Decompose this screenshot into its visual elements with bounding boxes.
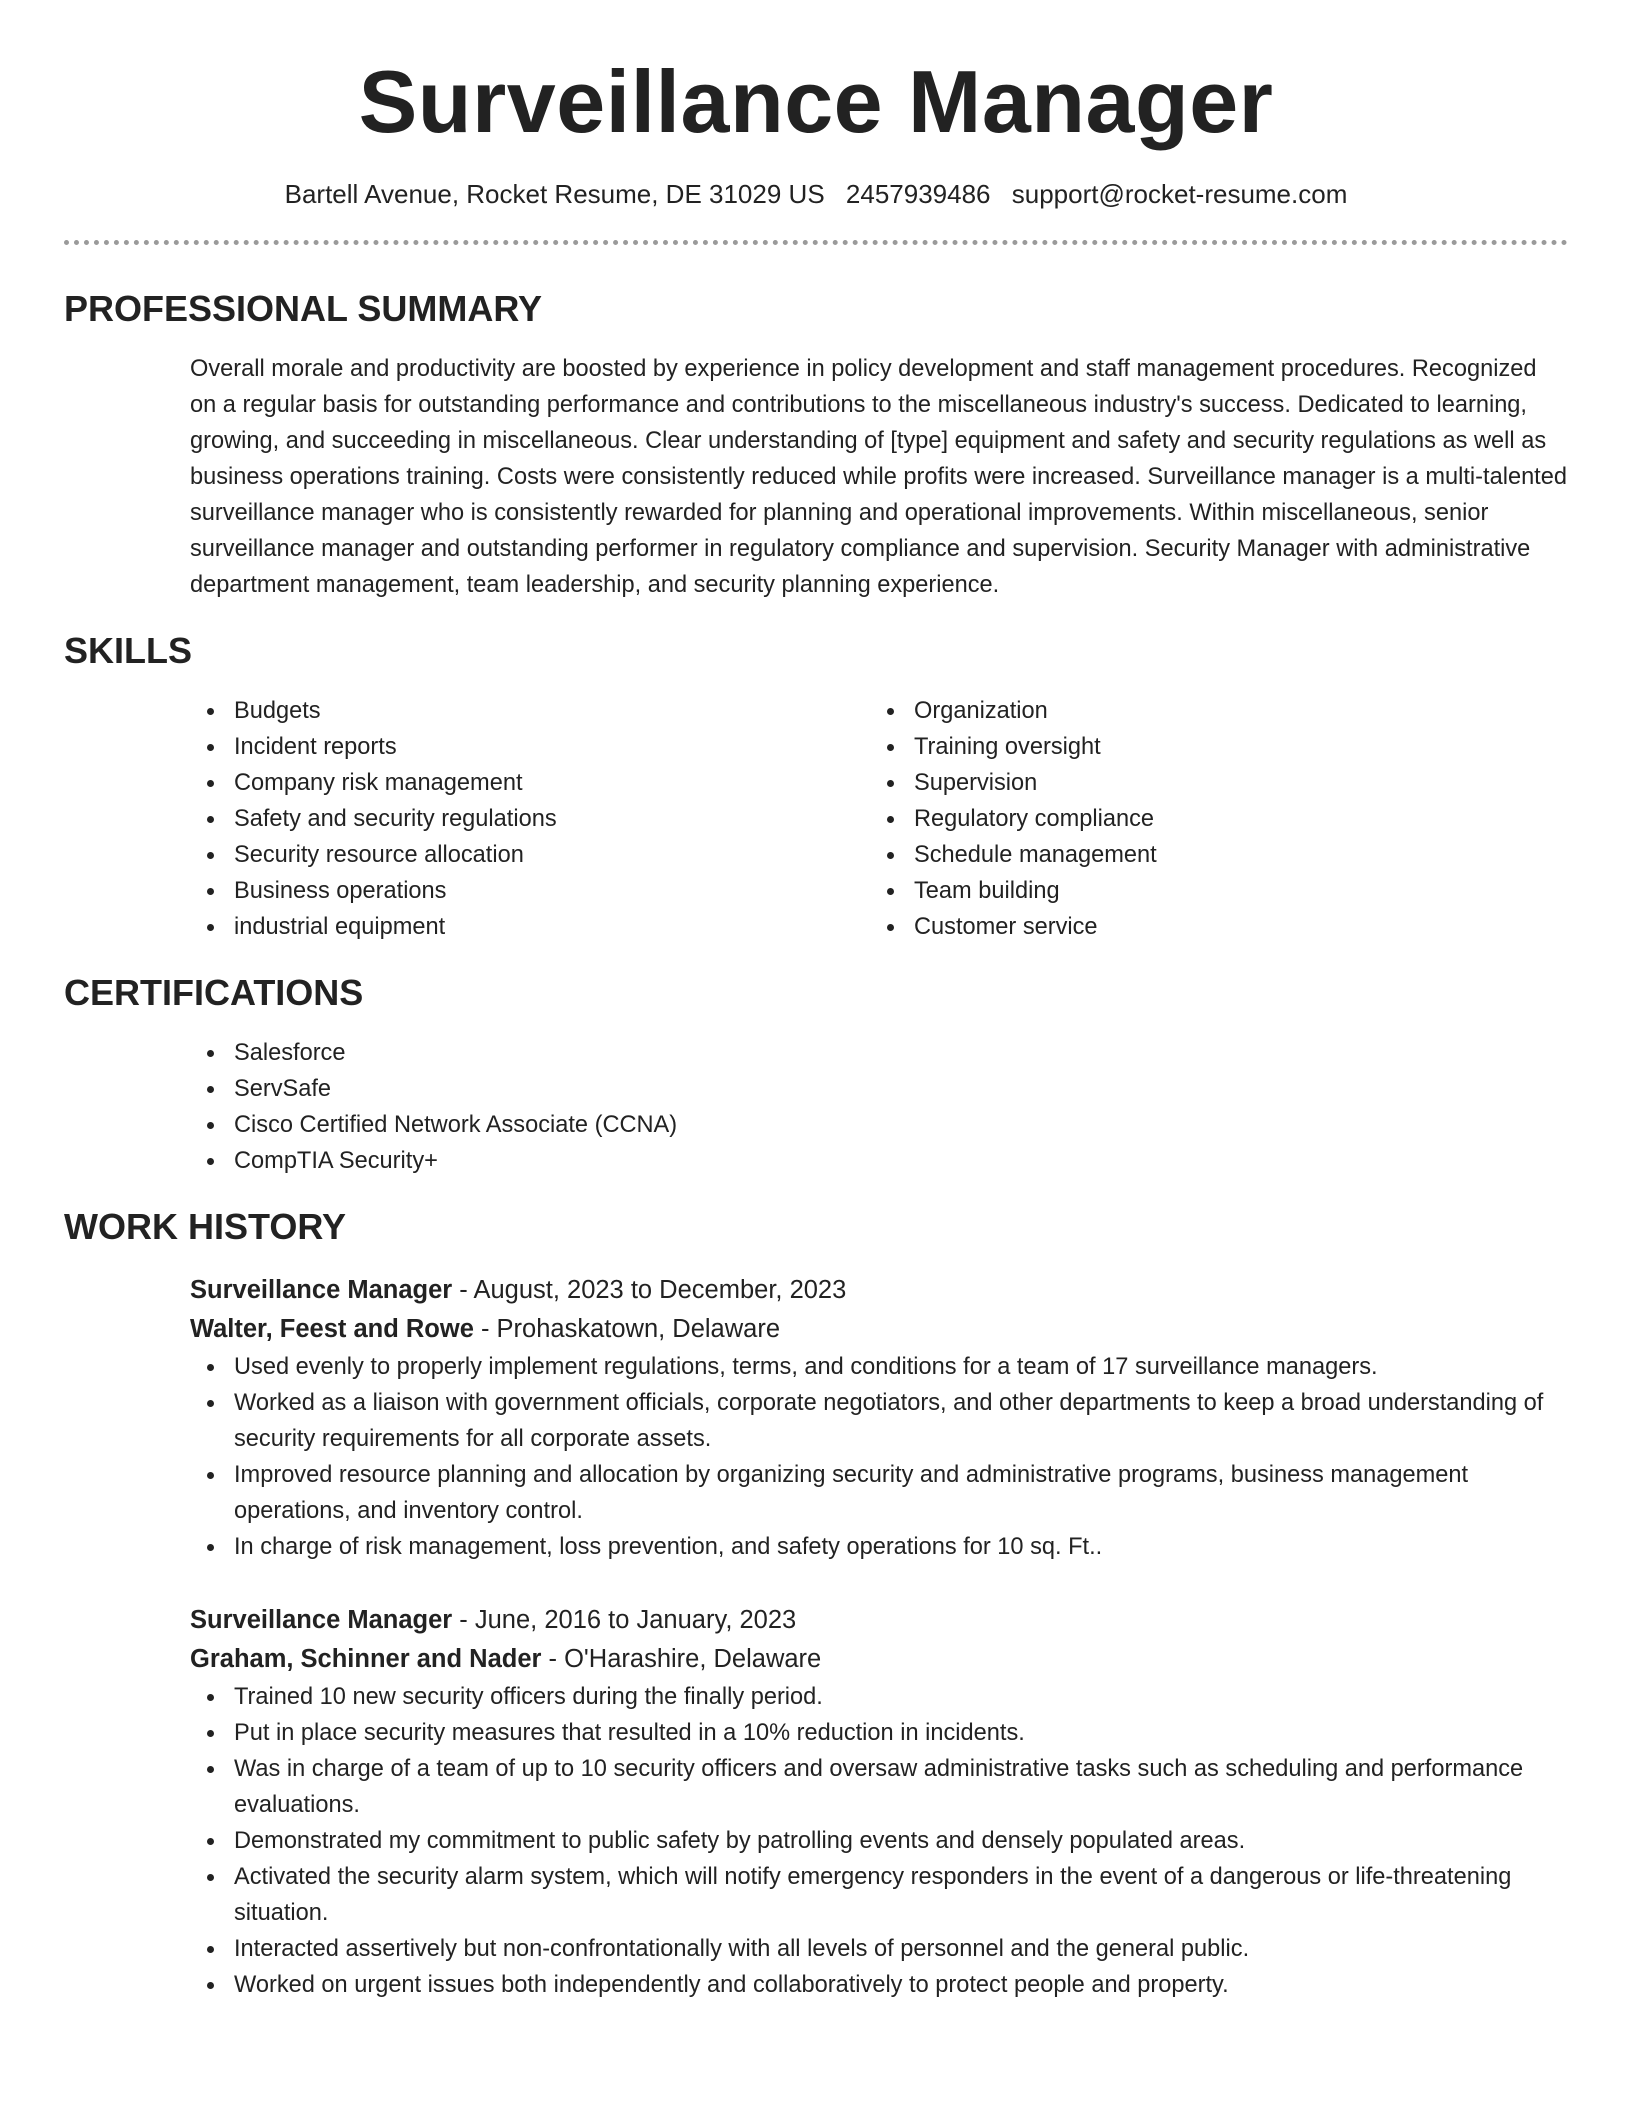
job-company-line <box>190 1310 1568 1349</box>
resume-name: Surveillance Manager <box>358 52 1274 151</box>
job-role-line <box>190 1271 1568 1310</box>
certification-item: Cisco Certified Network Associate (CCNA) <box>190 1107 1568 1143</box>
skill-item: Training oversight <box>870 729 1550 765</box>
job-dates: - August, 2023 to December, 2023 <box>452 1276 847 1304</box>
certifications-list <box>190 1035 1568 1179</box>
skill-item: Schedule management <box>870 837 1550 873</box>
job-duty-item: Worked as a liaison with government officials, corporate negotiators, and other departments to keep a broad understanding of security requirements for all corporate assets. <box>190 1385 1568 1457</box>
contact-address: Bartell Avenue, Rocket Resume, DE 31029 US <box>284 179 825 209</box>
skills-list-right <box>870 693 1550 945</box>
skill-item: Incident reports <box>190 729 870 765</box>
skill-item: Regulatory compliance <box>870 801 1550 837</box>
skill-item: Budgets <box>190 693 870 729</box>
skill-item: Security resource allocation <box>190 837 870 873</box>
job-duty-item: In charge of risk management, loss prevention, and safety operations for 10 sq. Ft.. <box>190 1529 1568 1565</box>
skills-column-right <box>870 693 1550 945</box>
job-duty-item: Was in charge of a team of up to 10 security officers and oversaw administrative tasks such as scheduling and performance evaluations. <box>190 1751 1568 1823</box>
contact-email: support@rocket-resume.com <box>1011 179 1348 209</box>
job-duty-item: Activated the security alarm system, which will notify emergency responders in the event of a dangerous or life-threatening situation. <box>190 1859 1568 1931</box>
skills-grid <box>190 693 1568 945</box>
job-role-line <box>190 1601 1568 1640</box>
job-duty-item: Trained 10 new security officers during the finally period. <box>190 1679 1568 1715</box>
certifications-heading: CERTIFICATIONS <box>64 972 364 1013</box>
job-duty-item: Used evenly to properly implement regulations, terms, and conditions for a team of 17 surveillance managers. <box>190 1349 1568 1385</box>
skill-item: Supervision <box>870 765 1550 801</box>
header-divider <box>64 240 1568 245</box>
skill-item: Company risk management <box>190 765 870 801</box>
skill-item: Organization <box>870 693 1550 729</box>
summary-heading: PROFESSIONAL SUMMARY <box>64 288 543 329</box>
certification-item: ServSafe <box>190 1071 1568 1107</box>
contact-line <box>64 178 1568 210</box>
job-duty-item: Improved resource planning and allocation by organizing security and administrative programs, business management operations, and inventory control. <box>190 1457 1568 1529</box>
certification-item: Salesforce <box>190 1035 1568 1071</box>
skills-column-left <box>190 693 870 945</box>
skill-item: Business operations <box>190 873 870 909</box>
job-company: Graham, Schinner and Nader <box>190 1645 542 1673</box>
job-duty-item: Put in place security measures that resulted in a 10% reduction in incidents. <box>190 1715 1568 1751</box>
skills-list-left <box>190 693 870 945</box>
work-history-heading: WORK HISTORY <box>64 1206 347 1247</box>
certifications-section <box>190 1035 1568 1179</box>
job-entry <box>190 1271 1568 1565</box>
summary-text: Overall morale and productivity are boosted by experience in policy development and staff management procedures. Recognized on a regular basis for outstanding performance and contributions to the miscellaneous industry's success. Dedicated to learning, growing, and succeeding in miscellaneous. Clear understanding of [type] equipment and safety and security regulations as well as business operations training. Costs were consistently reduced while profits were increased. Surveillance manager is a multi-talented surveillance manager who is consistently rewarded for planning and operational improvements. Within miscellaneous, senior surveillance manager and outstanding performer in regulatory compliance and supervision. Security Manager with administrative department management, team leadership, and security planning experience. <box>190 356 1567 598</box>
job-role: Surveillance Manager <box>190 1606 453 1634</box>
job-duty-item: Worked on urgent issues both independently and collaboratively to protect people and property. <box>190 1967 1568 2003</box>
job-duty-item: Interacted assertively but non-confrontationally with all levels of personnel and the general public. <box>190 1931 1568 1967</box>
skill-item: Safety and security regulations <box>190 801 870 837</box>
skill-item: industrial equipment <box>190 909 870 945</box>
job-duties-list <box>190 1679 1568 2003</box>
certification-item: CompTIA Security+ <box>190 1143 1568 1179</box>
job-duties-list <box>190 1349 1568 1565</box>
job-location: - Prohaskatown, Delaware <box>473 1315 781 1343</box>
job-role: Surveillance Manager <box>190 1276 453 1304</box>
job-location: - O'Harashire, Delaware <box>541 1645 822 1673</box>
contact-phone: 2457939486 <box>845 179 991 209</box>
job-duty-item: Demonstrated my commitment to public safety by patrolling events and densely populated areas. <box>190 1823 1568 1859</box>
skills-heading: SKILLS <box>64 630 193 671</box>
job-entry <box>190 1601 1568 2003</box>
job-dates: - June, 2016 to January, 2023 <box>452 1606 797 1634</box>
skill-item: Team building <box>870 873 1550 909</box>
job-company-line <box>190 1640 1568 1679</box>
skill-item: Customer service <box>870 909 1550 945</box>
job-company: Walter, Feest and Rowe <box>190 1315 474 1343</box>
